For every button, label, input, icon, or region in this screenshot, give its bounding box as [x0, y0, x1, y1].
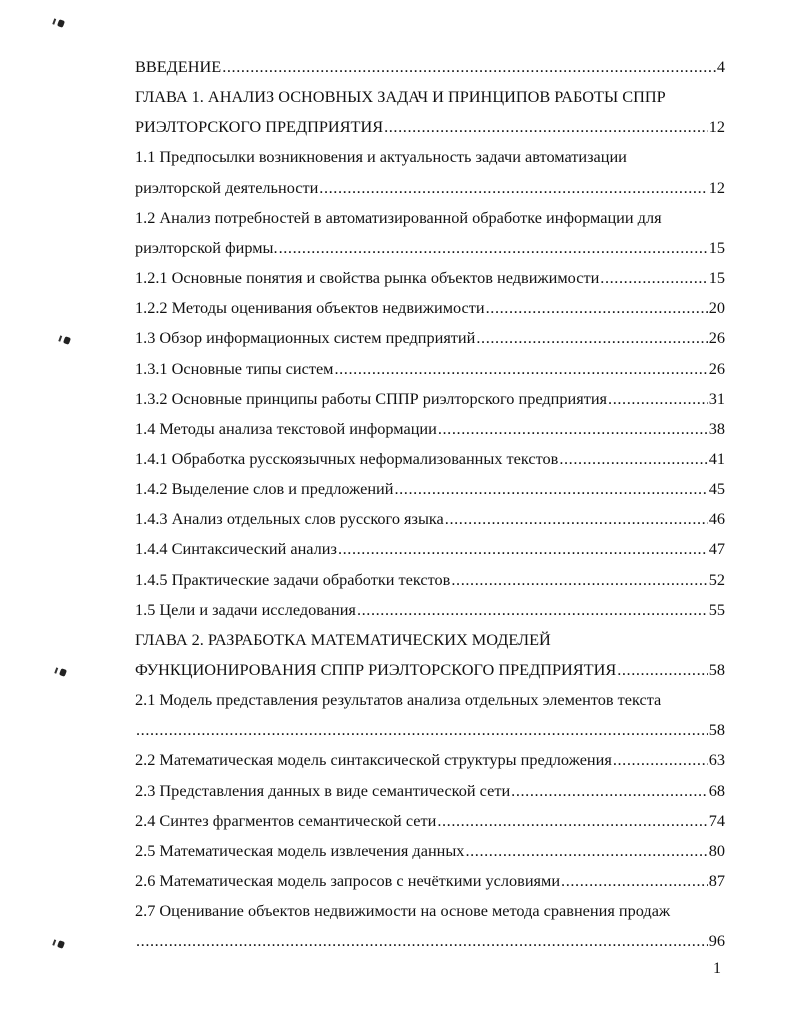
toc-entry-title: 2.5 Математическая модель извлечения данных [135, 840, 465, 860]
toc-entry-title: 1.4.5 Практические задачи обработки текстов [135, 569, 451, 589]
toc-entry-title: 2.7 Оценивание объектов недвижимости на основе метода сравнения продаж [135, 901, 671, 921]
toc-entry-title: 2.2 Математическая модель синтаксической структуры предложения [135, 750, 612, 770]
toc-entry-title: 2.3 Представления данных в виде семантической сети [135, 780, 511, 800]
dot-leader [318, 173, 707, 203]
toc-entry-title: 2.4 Синтез фрагментов семантической сети [135, 810, 437, 830]
toc-page-number: 55 [708, 599, 725, 619]
toc-page-number: 58 [708, 660, 725, 679]
toc-entry-title: 1.4.2 Выделение слов и предложений [135, 479, 394, 499]
toc-entry [135, 112, 725, 142]
toc-page-number: 46 [708, 509, 725, 529]
toc-entry [135, 926, 725, 956]
toc-entry [135, 715, 725, 745]
toc-entry [135, 173, 725, 203]
toc-page-number: 45 [708, 479, 725, 499]
dot-leader [485, 293, 708, 323]
dot-leader [437, 414, 708, 444]
toc-entry [135, 776, 725, 806]
toc-entry-title: ГЛАВА 1. АНАЛИЗ ОСНОВНЫХ ЗАДАЧ И ПРИНЦИПОВ РАБОТЫ СППР [135, 87, 666, 107]
toc-entry-title: 1.4.4 Синтаксический анализ [135, 539, 337, 559]
toc-page-number: 47 [708, 539, 725, 559]
toc-entry [135, 384, 725, 414]
toc-page-number: 26 [708, 358, 725, 378]
toc-page-number: 74 [708, 810, 725, 830]
dot-leader [444, 504, 708, 534]
toc-page-number: 38 [708, 418, 725, 438]
toc-entry [135, 836, 725, 866]
toc-page-number: 52 [708, 569, 725, 589]
toc-entry-line [135, 203, 725, 233]
dot-leader [607, 384, 708, 414]
toc-entry-line [135, 142, 725, 172]
toc-entry-title: 1.5 Цели и задачи исследования [135, 599, 356, 619]
toc-entry-title: 1.3.2 Основные принципы работы СППР риэлторского предприятия [135, 388, 608, 408]
dot-leader [475, 323, 707, 353]
toc-entry-title: 1.2.1 Основные понятия и свойства рынка объектов недвижимости [135, 268, 600, 288]
dot-leader [558, 444, 707, 474]
dot-leader [337, 534, 708, 564]
toc-page-number: 26 [708, 328, 725, 348]
toc-entry [135, 866, 725, 896]
toc-entry [135, 323, 725, 353]
toc-page-number: 87 [708, 871, 725, 891]
toc-entry [135, 806, 725, 836]
toc-page-number: 96 [708, 931, 725, 951]
toc-entry-title: ФУНКЦИОНИРОВАНИЯ СППР РИЭЛТОРСКОГО ПРЕДПРИЯТИЯ [135, 660, 617, 679]
dot-leader [560, 866, 708, 896]
dot-leader [221, 52, 716, 82]
toc-page-number: 20 [708, 298, 725, 318]
dot-leader [135, 926, 708, 956]
toc-page-number: 4 [716, 57, 725, 76]
toc-page-number: 80 [708, 840, 725, 860]
toc-entry-title: 2.1 Модель представления результатов анализа отдельных элементов текста [135, 690, 662, 710]
scan-speck [57, 19, 65, 28]
toc-entry-title: 1.4.1 Обработка русскоязычных неформализованных текстов [135, 448, 559, 468]
toc-page-number: 15 [708, 268, 725, 288]
toc-entry-line [135, 896, 725, 926]
toc-page-number: 63 [708, 750, 725, 770]
toc-entry [135, 655, 725, 685]
toc-entry [135, 444, 725, 474]
dot-leader [436, 806, 707, 836]
toc-entry [135, 414, 725, 444]
toc-page-number: 12 [708, 177, 725, 197]
toc-entry [135, 745, 725, 775]
dot-leader [278, 233, 708, 263]
toc-entry [135, 595, 725, 625]
toc-entry [135, 233, 725, 263]
toc-entry [135, 504, 725, 534]
toc-entry-title: риэлторской деятельности [135, 177, 319, 197]
scan-speck [57, 940, 65, 949]
toc-entry [135, 565, 725, 595]
toc-page-number: 68 [708, 780, 725, 800]
dot-leader [510, 776, 708, 806]
dot-leader [356, 595, 708, 625]
toc-entry-title: риэлторской фирмы. [135, 237, 278, 257]
dot-leader [135, 715, 708, 745]
toc-page-number: 15 [708, 237, 725, 257]
toc-entry-title: 1.4 Методы анализа текстовой информации [135, 418, 437, 438]
toc-entry [135, 534, 725, 564]
toc-page-number: 12 [708, 117, 725, 137]
dot-leader [450, 565, 707, 595]
dot-leader [464, 836, 707, 866]
dot-leader [333, 354, 707, 384]
toc-entry [135, 293, 725, 323]
dot-leader [612, 745, 708, 775]
toc-entry [135, 263, 725, 293]
toc-entry-title: ВВЕДЕНИЕ [135, 57, 222, 76]
toc-entry-title: 1.2 Анализ потребностей в автоматизированной обработке информации для [135, 207, 662, 227]
toc-page-number: 41 [708, 448, 725, 468]
dot-leader [616, 655, 708, 685]
scan-speck [63, 336, 71, 345]
toc-entry [135, 354, 725, 384]
toc-page-number: 58 [708, 720, 725, 740]
scan-speck [59, 668, 67, 677]
toc-entry-title: 2.6 Математическая модель запросов с нечёткими условиями [135, 871, 561, 891]
toc-entry-title: 1.1 Предпосылки возникновения и актуальность задачи автоматизации [135, 147, 627, 167]
toc-entry-title: 1.4.3 Анализ отдельных слов русского языка [135, 509, 444, 529]
toc-entry-title: 1.3 Обзор информационных систем предприятий [135, 328, 476, 348]
toc-entry-title: 1.2.2 Методы оценивания объектов недвижимости [135, 298, 485, 318]
toc-entry-title: РИЭЛТОРСКОГО ПРЕДПРИЯТИЯ [135, 117, 384, 137]
toc-entry-line [135, 82, 725, 112]
toc-page-number: 31 [708, 388, 725, 408]
toc-entry [135, 52, 725, 82]
page-number: 1 [713, 960, 721, 977]
dot-leader [599, 263, 707, 293]
toc-entry-title: ГЛАВА 2. РАЗРАБОТКА МАТЕМАТИЧЕСКИХ МОДЕЛЕЙ [135, 629, 551, 649]
toc-entry [135, 474, 725, 504]
dot-leader [393, 474, 707, 504]
toc-entry-line [135, 685, 725, 715]
toc-entry-title: 1.3.1 Основные типы систем [135, 358, 334, 378]
dot-leader [383, 112, 708, 142]
toc-entry-line [135, 625, 725, 655]
